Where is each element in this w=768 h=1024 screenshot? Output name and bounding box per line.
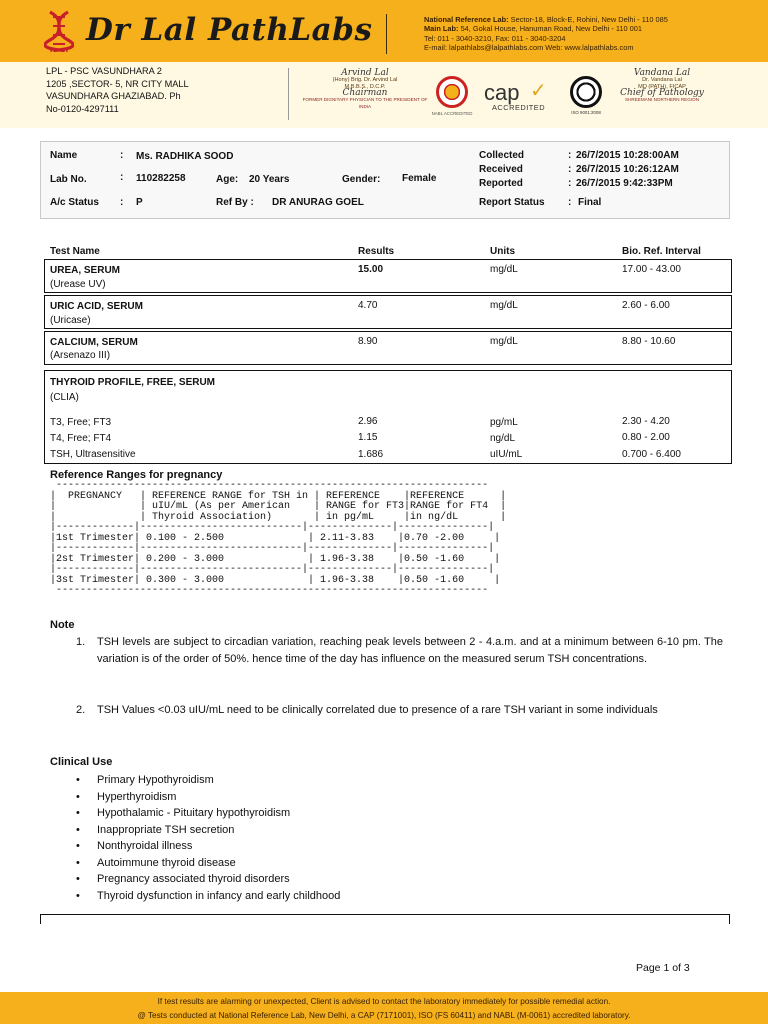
gender-label: Gender: [342,174,381,185]
collected-label: Collected [479,150,525,161]
pathologist-signature: Vandana Lal [633,68,691,78]
clinical-use-list [76,772,340,904]
footer-accreditation: @ Tests conducted at National Reference Lab, New Delhi, a CAP (7171001), ISO (FS 60411) and NABL (M-0061) accredited laboratory. [137,1011,631,1020]
col-units: Units [490,246,515,257]
lab-number: 110282258 [136,173,186,184]
labno-label: Lab No. [50,174,87,185]
note-title: Note [50,619,75,631]
test-ref: 8.80 - 10.60 [622,336,676,347]
bullet: • [76,873,80,885]
test-result: 15.00 [358,264,384,275]
ac-status: P [136,197,143,208]
clinical-use-text: Inappropriate TSH secretion [97,823,235,836]
test-method: (Arsenazo III) [50,350,111,361]
iso-label: ISO 9001:2008 [571,110,601,115]
thyroid-ref: 2.30 - 4.20 [622,416,670,427]
test-result: 4.70 [358,300,378,311]
list-item [76,838,340,855]
psc-line-4: No-0120-4297111 [46,103,119,114]
chairman-signature: Arvind Lal [341,68,389,78]
note-item: TSH Values <0.03 uIU/mL need to be clinically correlated due to presence of a rare TSH variant in some individuals [97,704,658,716]
list-item [76,772,340,789]
bottom-rule-right [729,914,730,924]
clinical-use-text: Autoimmune thyroid disease [97,856,236,869]
clinical-use-title: Clinical Use [50,756,113,768]
bullet: • [76,889,80,902]
thyroid-unit: ng/dL [490,433,516,444]
thyroid-unit: uIU/mL [490,449,523,460]
pathologist-title: Chief of Pathology [620,88,704,99]
psc-line-3: VASUNDHARA GHAZIABAD. Ph [46,91,181,102]
bullet: • [76,790,80,803]
pathologist-degree: MD (PATH), FICAP [638,83,686,90]
nabl-seal-icon [436,76,468,108]
test-unit: mg/dL [490,336,518,347]
header-divider [386,14,387,54]
thyroid-method: (CLIA) [50,392,79,403]
list-item [76,822,340,839]
test-name: URIC ACID, SERUM [50,301,143,312]
reported-colon: : [568,178,572,189]
referring-doctor: DR ANURAG GOEL [272,197,364,208]
clinical-use-text: Thyroid dysfunction in infancy and early childhood [97,889,341,902]
bullet: • [76,774,80,786]
test-name: UREA, SERUM [50,265,121,276]
patient-name: Ms. RADHIKA SOOD [136,151,234,162]
test-method: (Urease UV) [50,279,106,290]
chairman-name: (Hony) Brig. Dr. Arvind Lal [332,76,398,83]
test-ref: 17.00 - 43.00 [622,264,681,275]
nabl-label: NABL ACCREDITED [431,111,473,116]
bottom-rule-left [40,914,41,924]
iso-seal-icon [570,76,602,108]
collected-colon: : [568,150,572,161]
thyroid-test-name: TSH, Ultrasensitive [50,449,136,460]
note-number: 2. [76,704,86,716]
lab-phone: Tel: 011 - 3040-3210, Fax: 011 - 3040-3204 [424,33,566,43]
thyroid-result: 1.15 [358,432,378,443]
name-label: Name [50,150,78,161]
report-status: Final [578,197,602,208]
age-label: Age: [216,174,239,185]
list-item [76,888,340,905]
test-ref: 2.60 - 6.00 [622,300,670,311]
thyroid-test-name: T4, Free; FT4 [50,433,112,444]
bottom-rule [40,914,730,915]
col-results: Results [358,246,395,257]
note-number: 1. [76,636,86,648]
test-unit: mg/dL [490,264,518,275]
patient-age: 20 Years [249,174,290,185]
brand-name: Dr Lal PathLabs [86,12,373,48]
test-method: (Uricase) [50,315,91,326]
clinical-use-text: Nonthyroidal illness [97,840,193,852]
collection-centre-address [46,65,189,115]
list-item [76,855,340,872]
pathologist-note: SHREEMANI NORTHERN REGION [625,97,699,103]
col-ref-interval: Bio. Ref. Interval [622,246,701,257]
labno-colon: : [120,172,124,183]
thyroid-result: 2.96 [358,416,378,427]
name-colon: : [120,150,124,161]
pregnancy-ranges-table: ------------------------------------------------------------------------ | PREGNANCY | REFERENCE RANGE for TSH in | REFERENCE |REFERENCE | | | uIU/mL (As per American | RANGE for FT3|RANGE for FT4 | | | Thyroid Association) | in pg/mL |in ng/dL | |-------------|---------------------------|--------------|---------------| |1st Trimester| 0.100 - 2.500 | 2.11-3.83 |0.70 -2.00 | |-------------|---------------------------|--------------|---------------| |2st Trimester| 0.200 - 3.000 | 1.96-3.38 |0.50 -1.60 | |-------------|---------------------------|--------------|---------------| |3st Trimester| 0.300 - 3.000 | 1.96-3.38 |0.50 -1.60 | ------------------------------------------------------------------------ [50,480,507,596]
received-label: Received [479,164,523,175]
footer-disclaimer: If test results are alarming or unexpected, Client is advised to contact the laboratory immediately for possible remedial action. [157,997,611,1006]
main-lab-address: 54, Gokal House, Hanuman Road, New Delhi - 110 001 [460,24,643,34]
thyroid-unit: pg/mL [490,417,518,428]
thyroid-ref: 0.80 - 2.00 [622,432,670,443]
received-time: 26/7/2015 10:26:12AM [576,164,679,175]
bullet: • [76,807,80,819]
clinical-use-text: Primary Hypothyroidism [97,774,214,786]
test-name: CALCIUM, SERUM [50,337,138,348]
ac-status-label: A/c Status [50,197,99,208]
patient-gender: Female [402,173,437,184]
list-item [76,805,340,822]
refby-label: Ref By : [216,197,254,208]
bullet: • [76,823,80,836]
pathologist-name: Dr. Vandana Lal [642,76,682,83]
clinical-use-text: Hyperthyroidism [97,790,177,803]
bullet: • [76,840,80,852]
note-item: TSH levels are subject to circadian variation, reaching peak levels between 2 - 4.a.m. and at a minimum between 6-10 pm. The variation is of the order of 50%. hence time of the day has influence on the measured serum TSH concentrations. [97,636,723,665]
subheader-divider [288,68,289,120]
chairman-title: Chairman [342,88,388,99]
signatory-chairman [300,70,430,111]
received-colon: : [568,164,572,175]
chairman-note: FORMER DIGNITARY PHYSICIAN TO THE PRESIDENT OF INDIA [302,97,428,109]
clinical-use-text: Hypothalamic - Pituitary hypothyroidism [97,807,291,819]
report-footer [0,992,768,1024]
national-lab-label: National Reference Lab: [424,15,509,24]
report-status-label: Report Status [479,197,545,208]
test-result: 8.90 [358,336,378,347]
pregnancy-ranges-title: Reference Ranges for pregnancy [50,469,223,481]
clinical-use-text: Pregnancy associated thyroid disorders [97,873,290,885]
page-number: Page 1 of 3 [636,962,690,974]
list-item [76,871,340,888]
collected-time: 26/7/2015 10:28:00AM [576,150,679,161]
lab-address-block [424,15,668,53]
psc-line-2: 1205 ,SECTOR- 5, NR CITY MALL [46,78,189,89]
reported-label: Reported [479,178,523,189]
cap-logo: cap [484,80,520,105]
ac-colon: : [120,197,124,208]
col-test-name: Test Name [50,246,100,257]
psc-line-1: LPL - PSC VASUNDHARA 2 [46,66,162,76]
thyroid-test-name: T3, Free; FT3 [50,417,112,428]
national-lab-address: Sector-18, Block-E, Rohini, New Delhi - 110 085 [510,15,668,24]
dna-logo-icon [44,10,74,52]
main-lab-label: Main Lab: [424,24,459,34]
thyroid-title: THYROID PROFILE, FREE, SERUM [50,377,216,388]
cap-accredited-label: ACCREDITED [492,103,546,112]
lab-email: E-mail: lalpathlabs@lalpathlabs.com Web: www.lalpathlabs.com [424,43,634,53]
test-unit: mg/dL [490,300,518,311]
thyroid-result: 1.686 [358,449,384,460]
cap-check-icon: ✓ [530,80,547,102]
report-header [0,0,768,62]
chairman-degree: M.B.B.S., D.C.P. [344,83,386,90]
list-item [76,789,340,806]
thyroid-ref: 0.700 - 6.400 [622,449,681,460]
reported-time: 26/7/2015 9:42:33PM [576,178,673,189]
bullet: • [76,856,80,869]
signatory-pathologist [612,70,712,104]
status-colon: : [568,197,572,208]
